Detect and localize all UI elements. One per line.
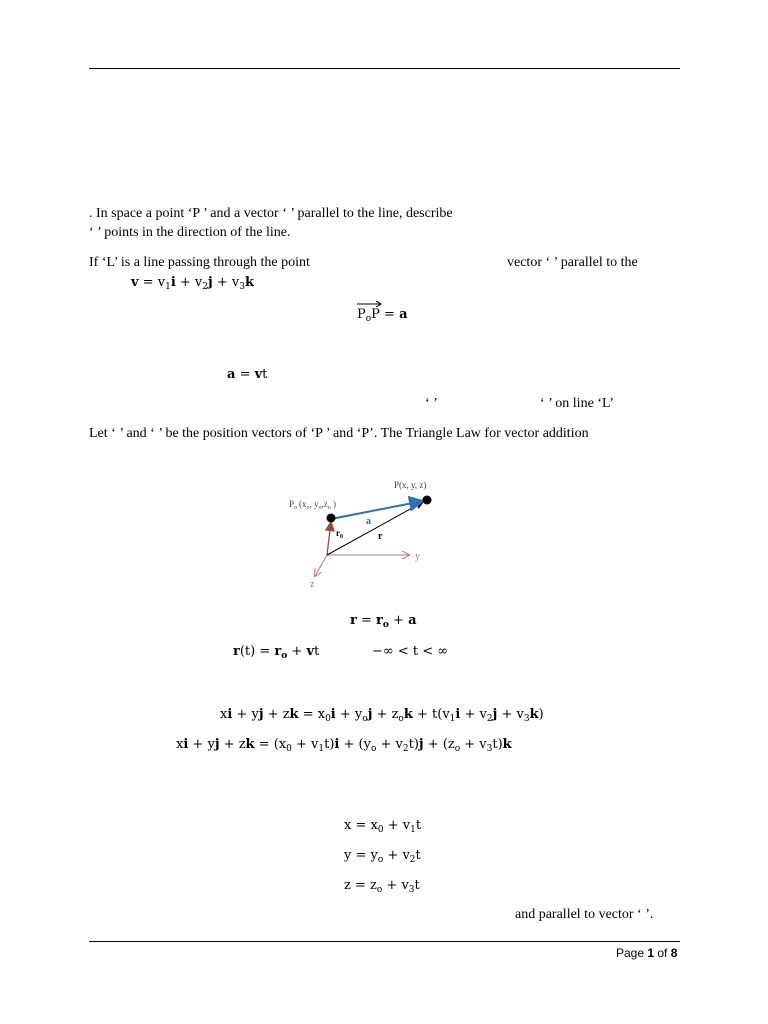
equation-component-grouped: xi + yj + zk = $(x_0 + v_1t)i + (y_o + v_2t)j + (z_o + v_3t)k$ <box>176 737 512 754</box>
equation-v-components: $v = v_1i + v_2j + v_3k$ <box>131 275 254 292</box>
vector-diagram <box>285 475 465 595</box>
p0-label: $P_o$ ($x_o$, $y_o,z_o$ ) <box>289 499 337 511</box>
position-vectors-text: Let ‘ ’ and ‘ ’ be the position vectors of ‘P ’ and ‘P’. The Triangle Law for vector addition <box>89 426 589 441</box>
equation-p0p-equals-a: $P_oP = a$ <box>357 306 408 324</box>
parametric-y: $y = y_o + v_2t$ <box>344 848 421 865</box>
point-p0 <box>327 514 336 523</box>
line-definition-vector-text: vector ‘ ’ parallel to the <box>507 255 638 270</box>
a-label: a <box>366 516 371 527</box>
equation-component-expansion: xi + yj + zk = $x_0i + y_oj + z_ok + t(v_1i + v_2j + v_3k)$ <box>220 707 544 724</box>
header-rule <box>89 68 680 69</box>
equation-t-range: −∞ < t < ∞ <box>372 644 449 659</box>
z-axis-label: z <box>310 579 315 590</box>
r0-label: $r_0$ <box>336 528 343 540</box>
z-axis-line <box>315 555 327 576</box>
intro-line-1: . In space a point ‘P ’ and a vector ‘ ’ parallel to the line, describe <box>89 206 453 221</box>
r0-vector <box>327 522 331 555</box>
point-p <box>423 496 432 505</box>
line-definition-text: If ‘L’ is a line passing through the point <box>89 255 310 270</box>
equation-vector-form: $r(t) = r_o$ + vt <box>233 644 320 661</box>
page-number: Page 1 of 8 <box>616 946 678 960</box>
quote-marks-left: ‘ ’ <box>425 396 438 411</box>
equation-r-sum: $r = r_o + a$ <box>350 613 417 630</box>
closing-text: and parallel to vector ‘ ’. <box>515 907 654 922</box>
parametric-z: $z = z_o + v_3t$ <box>344 878 420 895</box>
footer-rule <box>89 941 680 942</box>
y-axis-label: y <box>415 551 420 562</box>
on-line-L-text: ‘ ’ on line ‘L’ <box>540 396 614 411</box>
p-label: P(x, y, z) <box>394 480 427 490</box>
parametric-x: $x = x_0 + v_1t$ <box>344 818 422 835</box>
overarrow-icon <box>357 301 383 307</box>
r-label: r <box>378 531 383 542</box>
equation-a-equals-vt: a = vt <box>227 367 268 382</box>
intro-line-2: ‘ ’ points in the direction of the line. <box>89 225 291 240</box>
